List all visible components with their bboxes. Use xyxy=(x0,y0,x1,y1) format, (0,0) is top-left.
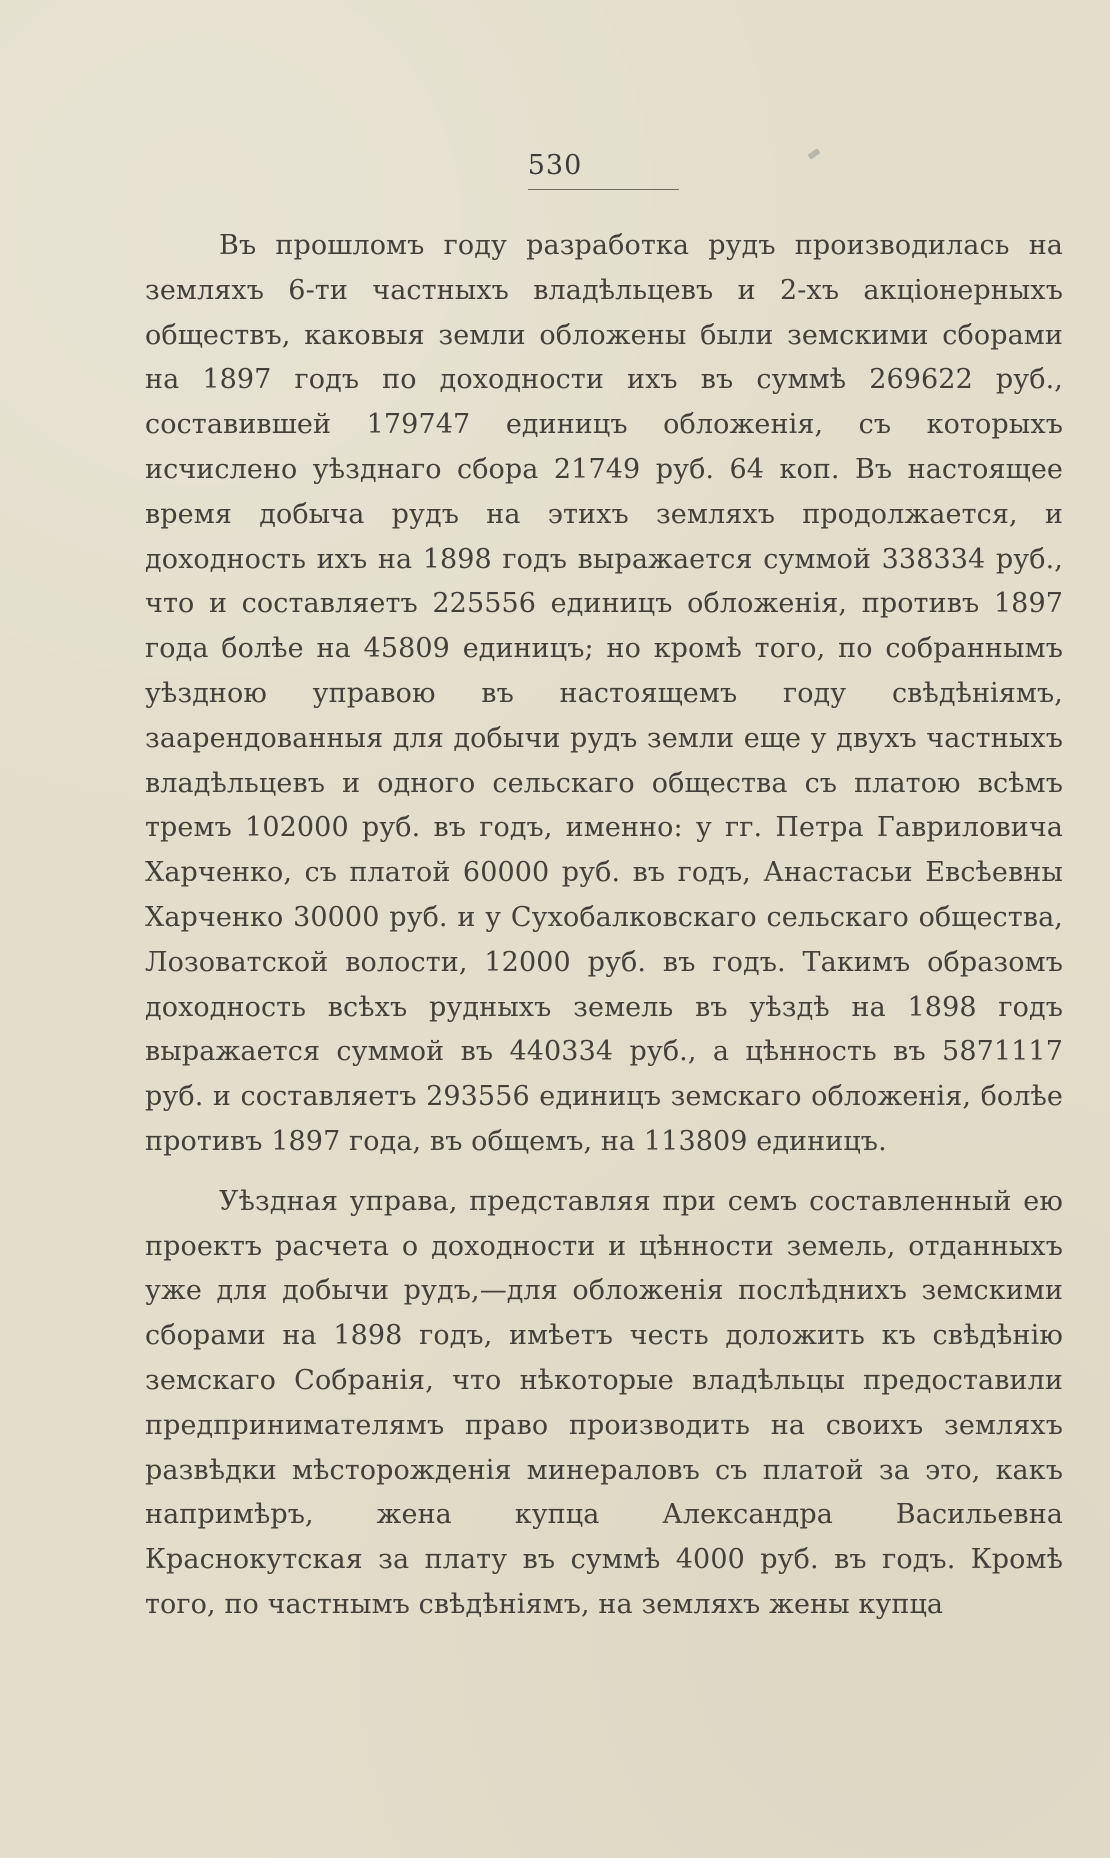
paragraph-2: Уѣздная управа, представляя при семъ составленный ею проектъ расчета о доходности и цѣнности земель, отданныхъ уже для добычи рудъ,—для обложенія послѣднихъ земскими сборами на 1898 годъ, имѣетъ честь доложить къ свѣдѣнію земскаго Собранія, что нѣкоторые владѣльцы предоставили предпринимателямъ право производить на своихъ земляхъ развѣдки мѣсторожденія минераловъ съ платой за это, какъ напримѣръ, жена купца Александра Васильевна Краснокутская за плату въ суммѣ 4000 руб. въ годъ. Кромѣ того, по частнымъ свѣдѣніямъ, на земляхъ жены купца xyxy=(145,1185,1063,1620)
page-number-rule xyxy=(528,189,679,190)
text-column xyxy=(145,224,1063,1628)
paragraph-1: Въ прошломъ году разработка рудъ производилась на земляхъ 6-ти частныхъ владѣльцевъ и 2-хъ акціонерныхъ обществъ, каковыя земли обложены были земскими сборами на 1897 годъ по доходности ихъ въ суммѣ 269622 руб., составившей 179747 единицъ обложенія, съ которыхъ исчислено уѣзднаго сбора 21749 руб. 64 коп. Въ настоящее время добыча рудъ на этихъ земляхъ продолжается, и доходность ихъ на 1898 годъ выражается суммой 338334 руб., что и составляетъ 225556 единицъ обложенія, противъ 1897 года болѣе на 45809 единицъ; но кромѣ того, по собраннымъ уѣздною управою въ настоящемъ году свѣдѣніямъ, заарендованныя для добычи рудъ земли еще у двухъ частныхъ владѣльцевъ и одного сельскаго общества съ платою всѣмъ тремъ 102000 руб. въ годъ, именно: у гг. Петра Гавриловича Харченко, съ платой 60000 руб. въ годъ, Анастасьи Евсѣевны Харченко 30000 руб. и у Сухобалковскаго сельскаго общества, Лозоватской волости, 12000 руб. въ годъ. Такимъ образомъ доходность всѣхъ рудныхъ земель въ уѣздѣ на 1898 годъ выражается суммой въ 440334 руб., а цѣнность въ 5871117 руб. и составляетъ 293556 единицъ земскаго обложенія, болѣе противъ 1897 года, въ общемъ, на 113809 единицъ. xyxy=(145,230,1063,1157)
page-number: 530 xyxy=(527,150,583,181)
